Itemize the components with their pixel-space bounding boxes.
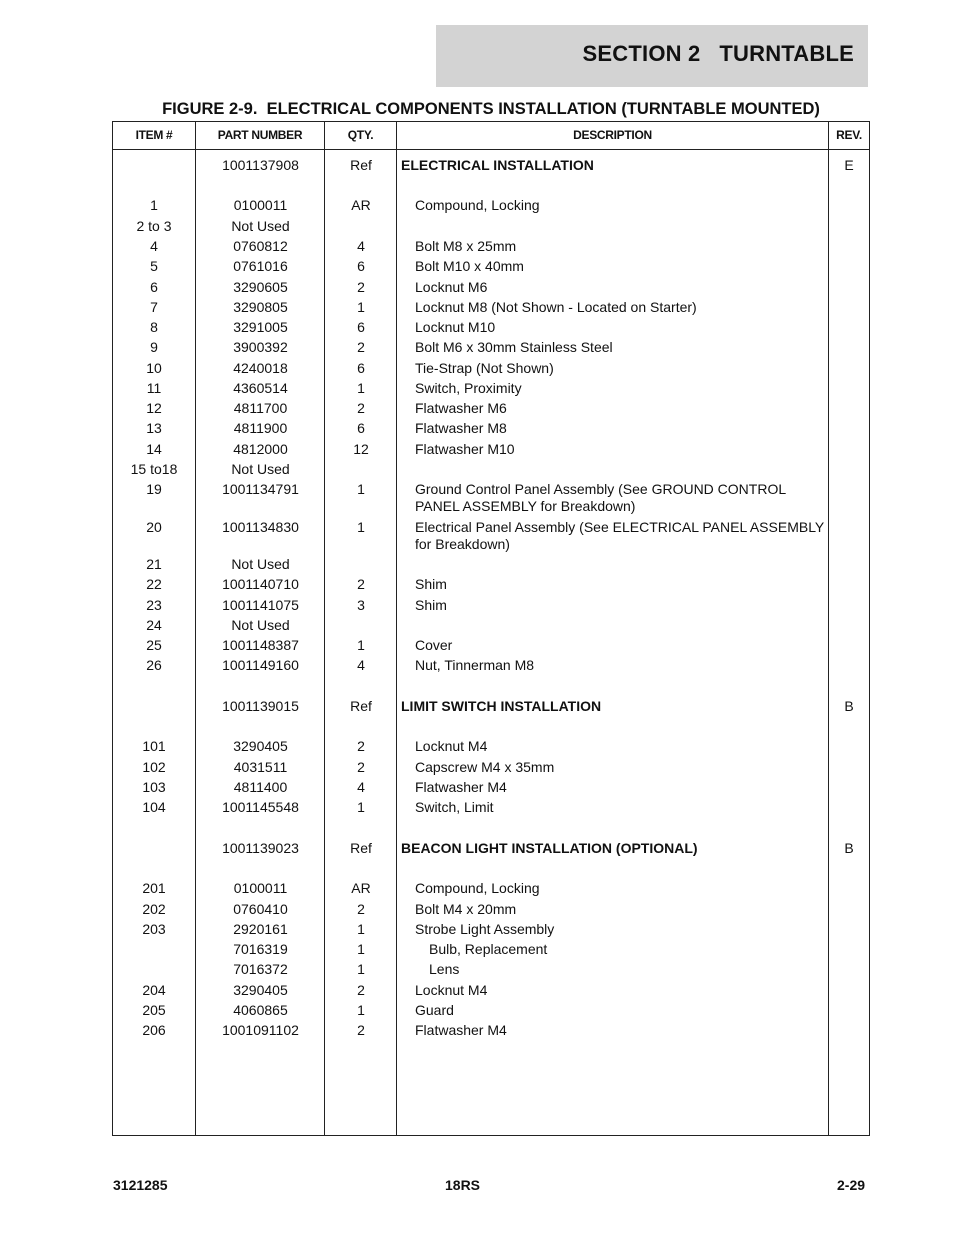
cell-quantity: 1	[357, 1002, 365, 1018]
cell-item-number: 20	[146, 519, 162, 535]
column-header-description: DESCRIPTION	[573, 128, 652, 142]
cell-quantity: 1	[357, 637, 365, 653]
cell-item-number: 202	[142, 901, 166, 917]
cell-part-number: 3290805	[233, 299, 288, 315]
cell-description: BEACON LIGHT INSTALLATION (OPTIONAL)	[401, 840, 698, 856]
cell-quantity: 1	[357, 921, 365, 937]
cell-item-number: 26	[146, 657, 162, 673]
cell-quantity: 1	[357, 519, 365, 535]
cell-item-number: 11	[146, 380, 162, 396]
cell-part-number: 3290605	[233, 279, 288, 295]
cell-description: Compound, Locking	[415, 880, 540, 896]
cell-item-number: 6	[150, 279, 158, 295]
cell-part-number: 1001134791	[222, 481, 299, 497]
cell-part-number: 4811900	[233, 420, 288, 436]
cell-description: Ground Control Panel Assembly (See GROUND CONTROL PANEL ASSEMBLY for Breakdown)	[415, 481, 786, 514]
cell-part-number: 3900392	[233, 339, 288, 355]
cell-item-number: 12	[146, 400, 162, 416]
cell-quantity: 2	[357, 279, 365, 295]
cell-item-number: 103	[142, 779, 166, 795]
cell-part-number: 7016372	[233, 961, 288, 977]
cell-part-number: 0760812	[233, 238, 288, 254]
cell-part-number: 0761016	[233, 258, 288, 274]
cell-quantity: Ref	[350, 840, 372, 856]
cell-part-number: 1001149160	[222, 657, 299, 673]
cell-part-number: 1001134830	[222, 519, 299, 535]
cell-item-number: 15 to18	[130, 461, 178, 477]
cell-quantity: 4	[357, 657, 365, 673]
cell-part-number: 1001148387	[222, 637, 299, 653]
cell-part-number: Not Used	[231, 461, 290, 477]
cell-part-number: 0100011	[233, 197, 288, 213]
column-header-qty: QTY.	[347, 128, 374, 142]
cell-item-number: 19	[146, 481, 162, 497]
footer-model: 18RS	[445, 1177, 481, 1193]
column-divider	[828, 122, 829, 1135]
cell-part-number: 2920161	[233, 921, 288, 937]
cell-part-number: 4811700	[233, 400, 288, 416]
cell-quantity: 12	[353, 441, 369, 457]
cell-part-number: Not Used	[231, 218, 290, 234]
cell-item-number: 24	[146, 617, 162, 633]
section-title: SECTION 2 TURNTABLE	[582, 41, 854, 66]
cell-description: Cover	[415, 637, 453, 653]
cell-description: Switch, Limit	[415, 799, 494, 815]
cell-item-number: 102	[142, 759, 166, 775]
cell-item-number: 25	[146, 637, 162, 653]
cell-part-number: Not Used	[231, 617, 290, 633]
cell-description: Flatwasher M8	[415, 420, 507, 436]
footer-doc-number: 3121285	[113, 1177, 168, 1193]
cell-item-number: 206	[142, 1022, 166, 1038]
cell-quantity: AR	[351, 197, 371, 213]
cell-item-number: 22	[146, 576, 162, 592]
cell-quantity: 6	[357, 319, 365, 335]
cell-part-number: 4360514	[233, 380, 288, 396]
cell-quantity: 2	[357, 759, 365, 775]
cell-description: Nut, Tinnerman M8	[415, 657, 535, 673]
cell-item-number: 2 to 3	[136, 218, 172, 234]
header-divider	[113, 149, 869, 150]
cell-part-number: 3291005	[233, 319, 288, 335]
cell-description: Locknut M8 (Not Shown - Located on Starter)	[415, 299, 697, 315]
cell-quantity: 2	[357, 339, 365, 355]
cell-item-number: 10	[146, 360, 162, 376]
cell-item-number: 23	[146, 597, 162, 613]
cell-description: Flatwasher M4	[415, 1022, 507, 1038]
section-header	[436, 25, 868, 87]
cell-description: Bolt M10 x 40mm	[415, 258, 524, 274]
cell-description: Flatwasher M10	[415, 441, 515, 457]
cell-description: Shim	[415, 576, 447, 592]
cell-revision: B	[844, 698, 854, 714]
cell-item-number: 7	[150, 299, 158, 315]
cell-item-number: 1	[150, 197, 158, 213]
cell-quantity: 1	[357, 380, 365, 396]
cell-quantity: 2	[357, 982, 365, 998]
cell-part-number: Not Used	[231, 556, 290, 572]
cell-quantity: 6	[357, 258, 365, 274]
column-header-part-number: PART NUMBER	[217, 128, 303, 142]
cell-description: Shim	[415, 597, 447, 613]
cell-description: Locknut M4	[415, 982, 488, 998]
cell-part-number: 4811400	[233, 779, 288, 795]
cell-item-number: 203	[142, 921, 166, 937]
cell-part-number: 1001145548	[222, 799, 299, 815]
cell-revision: E	[844, 157, 854, 173]
cell-description: ELECTRICAL INSTALLATION	[401, 157, 594, 173]
cell-quantity: 2	[357, 738, 365, 754]
cell-description: Electrical Panel Assembly (See ELECTRICAL PANEL ASSEMBLY for Breakdown)	[415, 519, 825, 552]
cell-part-number: 4060865	[233, 1002, 288, 1018]
parts-table	[112, 121, 870, 1136]
cell-part-number: 3290405	[233, 982, 288, 998]
cell-description: LIMIT SWITCH INSTALLATION	[401, 698, 602, 714]
cell-part-number: 1001141075	[222, 597, 299, 613]
cell-item-number: 21	[146, 556, 162, 572]
cell-description: Locknut M10	[415, 319, 496, 335]
cell-quantity: 2	[357, 576, 365, 592]
cell-quantity: 1	[357, 481, 365, 497]
cell-item-number: 4	[150, 238, 158, 254]
cell-item-number: 8	[150, 319, 158, 335]
cell-item-number: 14	[146, 441, 162, 457]
cell-description: Tie-Strap (Not Shown)	[415, 360, 554, 376]
cell-part-number: 4031511	[233, 759, 288, 775]
cell-part-number: 7016319	[233, 941, 288, 957]
cell-description: Guard	[415, 1002, 454, 1018]
cell-revision: B	[844, 840, 854, 856]
cell-description: Bolt M4 x 20mm	[415, 901, 517, 917]
cell-quantity: 1	[357, 299, 365, 315]
cell-item-number: 5	[150, 258, 158, 274]
cell-part-number: 3290405	[233, 738, 288, 754]
cell-item-number: 9	[150, 339, 158, 355]
cell-quantity: 2	[357, 400, 365, 416]
cell-description: Switch, Proximity	[415, 380, 522, 396]
cell-part-number: 4240018	[233, 360, 288, 376]
cell-description: Bulb, Replacement	[429, 941, 548, 957]
cell-quantity: Ref	[350, 698, 372, 714]
cell-quantity: 2	[357, 901, 365, 917]
cell-description: Locknut M6	[415, 279, 488, 295]
cell-quantity: 1	[357, 961, 365, 977]
cell-part-number: 0100011	[233, 880, 288, 896]
cell-item-number: 104	[142, 799, 166, 815]
cell-description: Capscrew M4 x 35mm	[415, 759, 555, 775]
column-header-item: ITEM #	[135, 128, 173, 142]
cell-item-number: 201	[142, 880, 166, 896]
cell-description: Flatwasher M4	[415, 779, 507, 795]
cell-description: Compound, Locking	[415, 197, 540, 213]
cell-description: Flatwasher M6	[415, 400, 507, 416]
cell-quantity: Ref	[350, 157, 372, 173]
cell-item-number: 205	[142, 1002, 166, 1018]
cell-part-number: 0760410	[233, 901, 288, 917]
cell-quantity: 1	[357, 799, 365, 815]
cell-quantity: 2	[357, 1022, 365, 1038]
cell-quantity: 4	[357, 238, 365, 254]
cell-part-number: 1001139015	[222, 698, 299, 714]
cell-description: Locknut M4	[415, 738, 488, 754]
column-header-rev: REV.	[836, 128, 862, 142]
cell-description: Bolt M6 x 30mm Stainless Steel	[415, 339, 613, 355]
cell-quantity: AR	[351, 880, 371, 896]
cell-item-number: 13	[146, 420, 162, 436]
cell-quantity: 4	[357, 779, 365, 795]
cell-part-number: 1001140710	[222, 576, 299, 592]
cell-description: Bolt M8 x 25mm	[415, 238, 517, 254]
cell-description: Strobe Light Assembly	[415, 921, 555, 937]
figure-title: FIGURE 2-9. ELECTRICAL COMPONENTS INSTALLATION (TURNTABLE MOUNTED)	[162, 100, 820, 118]
cell-item-number: 204	[142, 982, 166, 998]
cell-part-number: 4812000	[233, 441, 288, 457]
footer-page-number: 2-29	[837, 1177, 866, 1193]
cell-description: Lens	[429, 961, 460, 977]
cell-part-number: 1001137908	[222, 157, 299, 173]
cell-item-number: 101	[142, 738, 166, 754]
cell-part-number: 1001139023	[222, 840, 299, 856]
cell-quantity: 3	[357, 597, 365, 613]
cell-quantity: 6	[357, 420, 365, 436]
cell-quantity: 6	[357, 360, 365, 376]
cell-quantity: 1	[357, 941, 365, 957]
cell-part-number: 1001091102	[222, 1022, 299, 1038]
